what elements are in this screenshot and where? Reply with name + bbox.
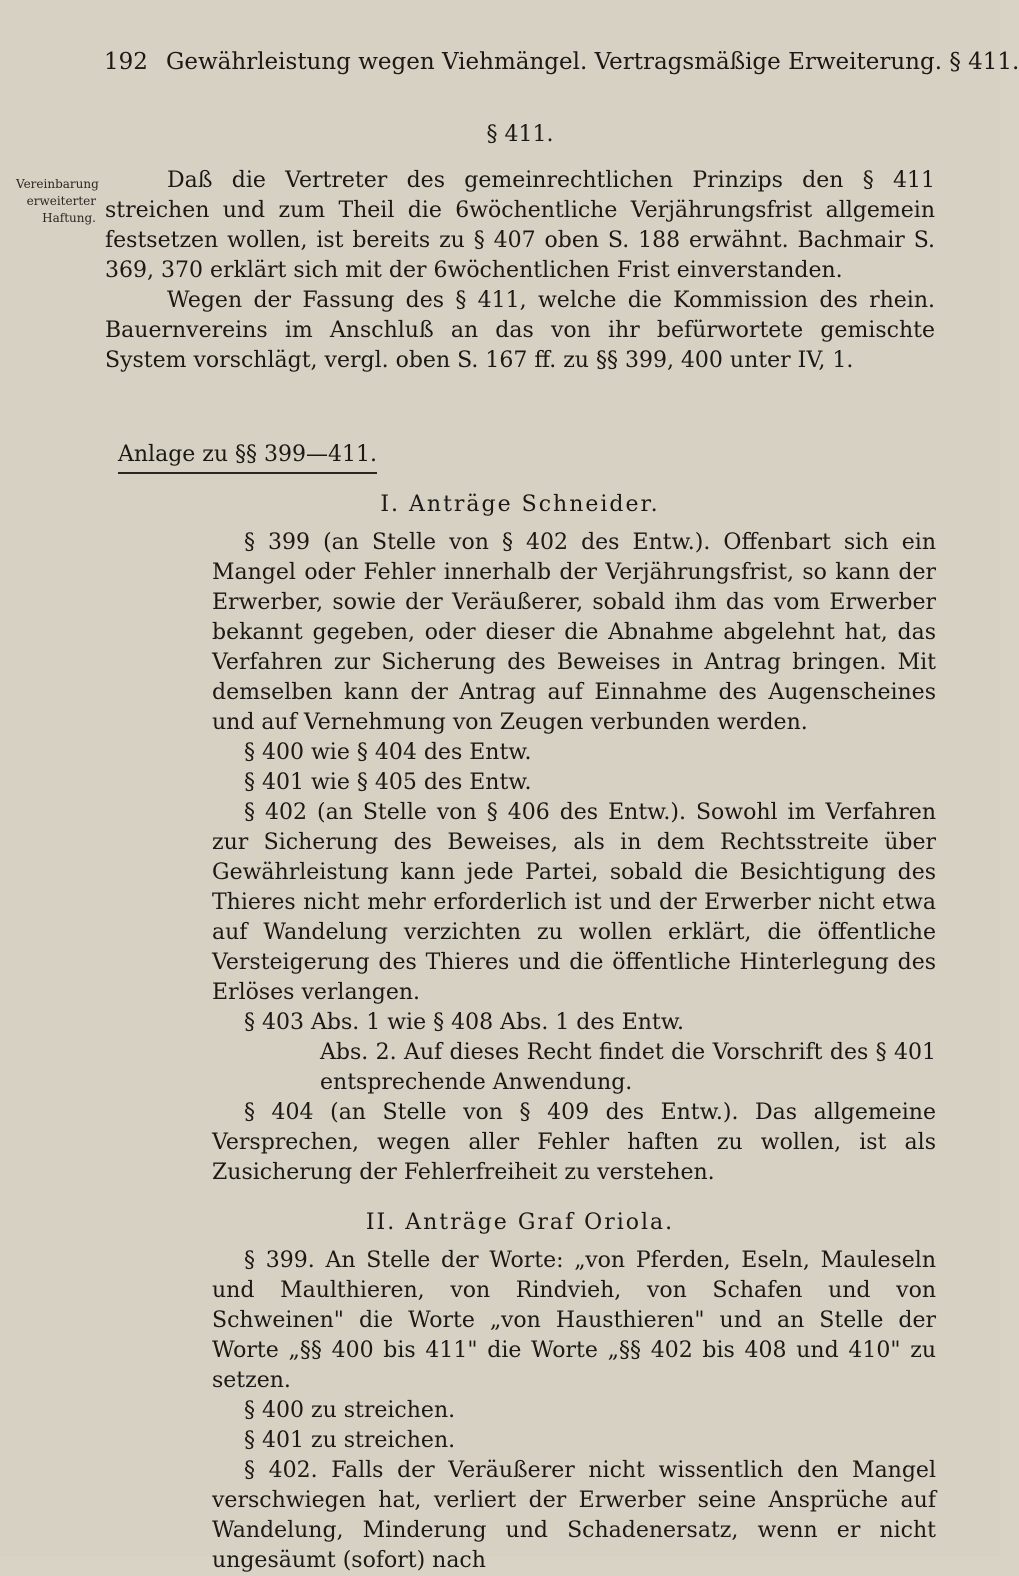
proposal-paragraph: § 404 (an Stelle von § 409 des Entw.). Das allgemeine Versprechen, wegen aller Fehler haften zu wollen, ist als Zusicherung der Fehlerfreiheit zu verstehen. xyxy=(212,1100,936,1185)
appendix-title: Anlage zu §§ 399—411. xyxy=(118,440,377,474)
proposal-subparagraph: Abs. 2. Auf dieses Recht findet die Vorschrift des § 401 entsprechende Anwendung. xyxy=(320,1040,936,1095)
proposal-paragraph: § 402 (an Stelle von § 406 des Entw.). Sowohl im Verfahren zur Sicherung des Beweises, als in dem Rechtsstreite über Gewährleistung kann jede Partei, sobald die Besichtigung des Thieres nicht mehr erforderlich ist und der Erwerber nicht etwa auf Wandelung verzichten zu wollen erklärt, die öffentliche Versteigerung des Thieres und die öffentliche Hinterlegung des Erlöses verlangen. xyxy=(212,800,936,1005)
margin-note: Vereinbarung erweiterter Haftung. xyxy=(16,177,99,225)
section-title: § 411. xyxy=(486,122,554,147)
heading-antraege-schneider: I. Anträge Schneider. xyxy=(380,492,660,517)
paragraph-411-2: Wegen der Fassung des § 411, welche die Kommission des rhein. Bauernvereins im Anschluß an das von ihr befürwortete gemischte System vorschlägt, vergl. oben S. 167 ff. zu §§ 399, 400 unter IV, 1. xyxy=(105,288,935,373)
proposal-paragraph: § 403 Abs. 1 wie § 408 Abs. 1 des Entw. xyxy=(244,1010,684,1035)
proposal-paragraph: § 401 zu streichen. xyxy=(244,1428,456,1453)
proposal-paragraph: § 399 (an Stelle von § 402 des Entw.). Offenbart sich ein Mangel oder Fehler innerhalb der Verjährungsfrist, so kann der Erwerber, sowie der Veräußerer, sobald ihm das vom Erwerber bekannt gegeben, oder dieser die Abnahme abgelehnt hat, das Verfahren zur Sicherung des Beweises in Antrag bringen. Mit demselben kann der Antrag auf Einnahme des Augenscheines und auf Vernehmung von Zeugen verbunden werden. xyxy=(212,530,936,735)
schneider-proposals xyxy=(212,528,936,1188)
proposal-paragraph: § 400 wie § 404 des Entw. xyxy=(244,740,532,765)
page-header xyxy=(104,42,1019,82)
running-title: Gewährleistung wegen Viehmängel. Vertragsmäßige Erweiterung. § 411. xyxy=(166,49,1019,75)
heading-antraege-graf-oriola: II. Anträge Graf Oriola. xyxy=(365,1210,675,1235)
page-number: 192 xyxy=(104,49,148,75)
oriola-proposals xyxy=(212,1246,936,1576)
proposal-paragraph: § 400 zu streichen. xyxy=(244,1398,456,1423)
proposal-paragraph: § 402. Falls der Veräußerer nicht wissentlich den Mangel verschwiegen hat, verliert der Erwerber seine Ansprüche auf Wandelung, Minderung und Schadenersatz, wenn er nicht ungesäumt (sofort) nach xyxy=(212,1458,936,1573)
proposal-paragraph: § 399. An Stelle der Worte: „von Pferden, Eseln, Mauleseln und Maulthieren, von Rindvieh, von Schafen und von Schweinen" die Worte „von Hausthieren" und an Stelle der Worte „§§ 400 bis 411" die Worte „§§ 402 bis 408 und 410" zu setzen. xyxy=(212,1248,936,1393)
paragraph-411-1: Daß die Vertreter des gemeinrechtlichen Prinzips den § 411 streichen und zum Theil die 6wöchentliche Verjährungsfrist allgemein festsetzen wollen, ist bereits zu § 407 oben S. 188 erwähnt. Bachmair S. 369, 370 erklärt sich mit der 6wöchentlichen Frist einverstanden. xyxy=(105,168,935,283)
proposal-paragraph: § 401 wie § 405 des Entw. xyxy=(244,770,532,795)
